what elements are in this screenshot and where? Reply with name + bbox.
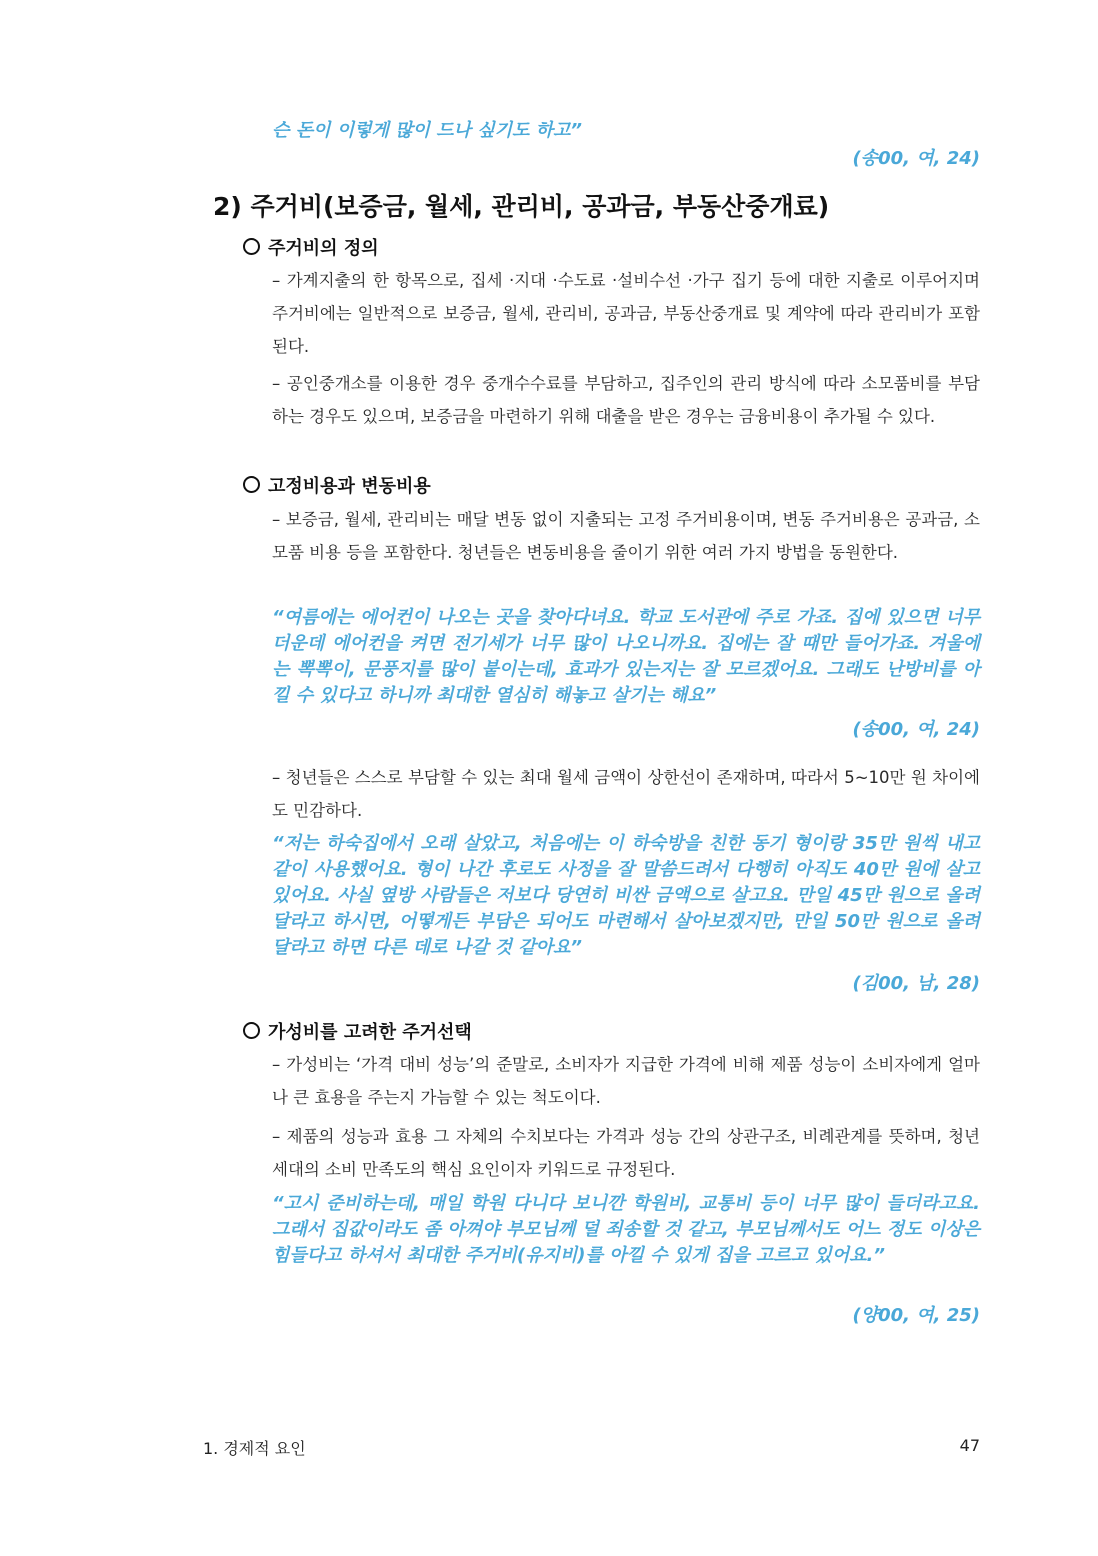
interview-quote: “고시 준비하는데, 매일 학원 다니다 보니깐 학원비, 교통비 등이 너무 많이 들더라고요. 그래서 집값이라도 좀 아껴야 부모님께 덜 죄송할 것 같고, 부모님께서도 어느 정도 이상은 힘들다고 하셔서 최대한 주거비(유지비)를 아낄 수 있게 집을 고르고 있어요.” — [272, 1193, 981, 1266]
quote-attribution: (송00, 여, 24) — [852, 148, 980, 169]
paragraph: – 가성비는 ‘가격 대비 성능’의 준말로, 소비자가 지급한 가격에 비해 제품 성능이 소비자에게 얼마나 큰 효용을 주는지 가늠할 수 있는 척도이다. — [272, 1055, 980, 1107]
quote-attribution: (김00, 남, 28) — [852, 973, 980, 994]
quote-attribution: (양00, 여, 25) — [852, 1305, 980, 1326]
subsection-heading — [243, 236, 379, 262]
paragraph: – 가계지출의 한 항목으로, 집세 ·지대 ·수도료 ·설비수선 ·가구 집기 등에 대한 지출로 이루어지며 주거비에는 일반적으로 보증금, 월세, 관리비, 공과금, 부동산중개료 및 계약에 따라 관리비가 포함된다. — [272, 271, 980, 356]
quote-attribution: (송00, 여, 24) — [852, 719, 980, 740]
interview-quote: “여름에는 에어컨이 나오는 곳을 찾아다녀요. 학교 도서관에 주로 가죠. 집에 있으면 너무 더운데 에어컨을 켜면 전기세가 너무 많이 나오니까요. 집에는 잘 때만 들어가죠. 겨울에는 뽁뽁이, 문풍지를 많이 붙이는데, 효과가 있는지는 잘 모르겠어요. 그래도 난방비를 아낄 수 있다고 하니까 최대한 열심히 해놓고 살기는 해요” — [272, 607, 980, 706]
paragraph: – 제품의 성능과 효용 그 자체의 수치보다는 가격과 성능 간의 상관구조, 비례관계를 뜻하며, 청년세대의 소비 만족도의 핵심 요인이자 키워드로 규정된다. — [272, 1127, 980, 1179]
paragraph: – 공인중개소를 이용한 경우 중개수수료를 부담하고, 집주인의 관리 방식에 따라 소모품비를 부담하는 경우도 있으며, 보증금을 마련하기 위해 대출을 받은 경우는 금융비용이 추가될 수 있다. — [272, 374, 980, 426]
subsection-heading-text: 가성비를 고려한 주거선택 — [268, 1022, 472, 1043]
footer-chapter: 1. 경제적 요인 — [203, 1439, 306, 1458]
circle-bullet-icon — [243, 476, 260, 493]
paragraph: – 청년들은 스스로 부담할 수 있는 최대 월세 금액이 상한선이 존재하며, 따라서 5~10만 원 차이에도 민감하다. — [272, 768, 980, 820]
subsection-heading-text: 고정비용과 변동비용 — [268, 476, 431, 497]
page-number: 47 — [959, 1436, 980, 1455]
circle-bullet-icon — [243, 238, 260, 255]
quote-tail: 슨 돈이 이렇게 많이 드나 싶기도 하고” — [272, 120, 583, 141]
subsection-heading-text: 주거비의 정의 — [268, 238, 379, 259]
section-title: 2) 주거비(보증금, 월세, 관리비, 공과금, 부동산중개료) — [213, 192, 830, 221]
paragraph: – 보증금, 월세, 관리비는 매달 변동 없이 지출되는 고정 주거비용이며, 변동 주거비용은 공과금, 소모품 비용 등을 포함한다. 청년들은 변동비용을 줄이기 위한 여러 가지 방법을 동원한다. — [272, 510, 980, 562]
subsection-heading — [243, 474, 431, 500]
subsection-heading — [243, 1020, 472, 1046]
circle-bullet-icon — [243, 1022, 260, 1039]
interview-quote: “저는 하숙집에서 오래 살았고, 처음에는 이 하숙방을 친한 동기 형이랑 35만 원씩 내고 같이 사용했어요. 형이 나간 후로도 사정을 잘 말씀드려서 다행히 아직도 40만 원에 살고 있어요. 사실 옆방 사람들은 저보다 당연히 비싼 금액으로 살고요. 만일 45만 원으로 올려달라고 하시면, 어떻게든 부담은 되어도 마련해서 살아보겠지만, 만일 50만 원으로 올려달라고 하면 다른 데로 나갈 것 같아요” — [272, 833, 980, 958]
